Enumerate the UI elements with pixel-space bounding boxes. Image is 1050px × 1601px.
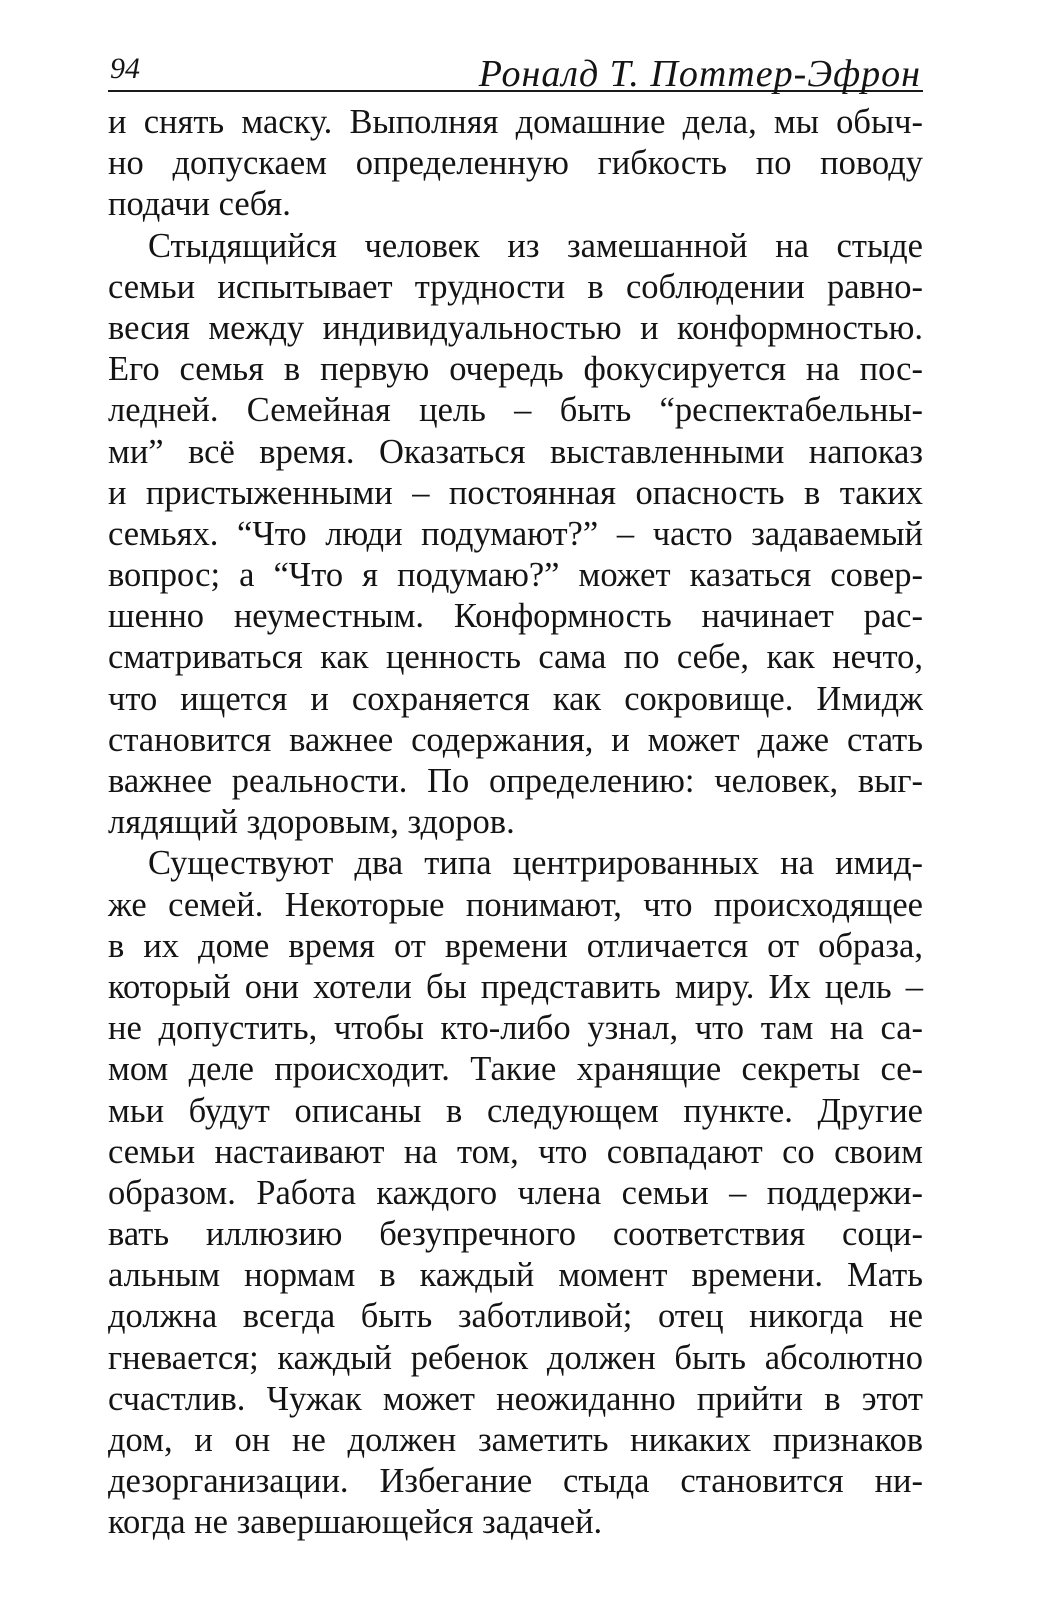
text-line: должна всегда быть заботливой; отец никогда не (108, 1297, 923, 1336)
text-line: же семей. Некоторые понимают, что происходящее (108, 885, 923, 924)
text-line: и снять маску. Выполняя домашние дела, мы обыч- (108, 103, 923, 141)
paragraph-first-line: Существуют два типа центрированных на имид- (148, 844, 923, 883)
text-line: когда не завершающейся задачей. (108, 1503, 603, 1542)
text-line: лядящий здоровым, здоров. (108, 803, 515, 842)
text-line: в их доме время от времени отличается от образа, (108, 926, 923, 965)
text-line: весия между индивидуальностью и конформностью. (108, 308, 923, 347)
running-header-author: Роналд Т. Поттер-Эфрон (478, 53, 921, 95)
text-line: подачи себя. (108, 185, 291, 224)
page-number: 94 (110, 52, 140, 85)
text-line: Его семья в первую очередь фокусируется на пос- (108, 350, 923, 389)
text-line: альным нормам в каждый момент времени. Мать (108, 1256, 923, 1295)
text-line: дом, и он не должен заметить никаких признаков (108, 1421, 923, 1459)
paragraph-first-line: Стыдящийся человек из замешанной на стыде (148, 226, 923, 265)
text-line: гневается; каждый ребенок должен быть абсолютно (108, 1338, 923, 1377)
text-line: и пристыженными – постоянная опасность в таких (108, 473, 923, 512)
text-line: важнее реальности. По определению: человек, выг- (108, 762, 923, 800)
text-line: но допускаем определенную гибкость по поводу (108, 144, 923, 183)
text-line: вать иллюзию безупречного соответствия соци- (108, 1215, 923, 1254)
text-line: семьи настаивают на том, что совпадают со своим (108, 1132, 923, 1171)
text-line: образом. Работа каждого члена семьи – поддержи- (108, 1173, 923, 1212)
text-line: который они хотели бы представить миру. Их цель – (108, 967, 923, 1006)
text-line: семьях. “Что люди подумают?” – часто задаваемый (108, 514, 923, 553)
text-line: семьи испытывает трудности в соблюдении равно- (108, 267, 923, 306)
text-line: сматриваться как ценность сама по себе, как нечто, (108, 638, 923, 677)
text-line: дезорганизации. Избегание стыда становится ни- (108, 1462, 923, 1501)
text-line: шенно неуместным. Конформность начинает рас- (108, 597, 923, 636)
text-line: ледней. Семейная цель – быть “респектабельны- (108, 391, 923, 430)
book-page (108, 44, 923, 1544)
text-line: вопрос; а “Что я подумаю?” может казаться совер- (108, 556, 923, 595)
text-line: становится важнее содержания, и может даже стать (108, 720, 923, 759)
text-line: мом деле происходит. Такие хранящие секреты се- (108, 1050, 923, 1089)
text-line: счастлив. Чужак может неожиданно прийти в этот (108, 1379, 923, 1418)
text-line: мьи будут описаны в следующем пункте. Другие (108, 1091, 923, 1130)
text-line: что ищется и сохраняется как сокровище. Имидж (108, 679, 923, 718)
text-line: ми” всё время. Оказаться выставленными напоказ (108, 432, 923, 471)
body-text (108, 102, 923, 1544)
running-header (108, 44, 923, 95)
text-line: не допустить, чтобы кто-либо узнал, что там на са- (108, 1009, 923, 1048)
